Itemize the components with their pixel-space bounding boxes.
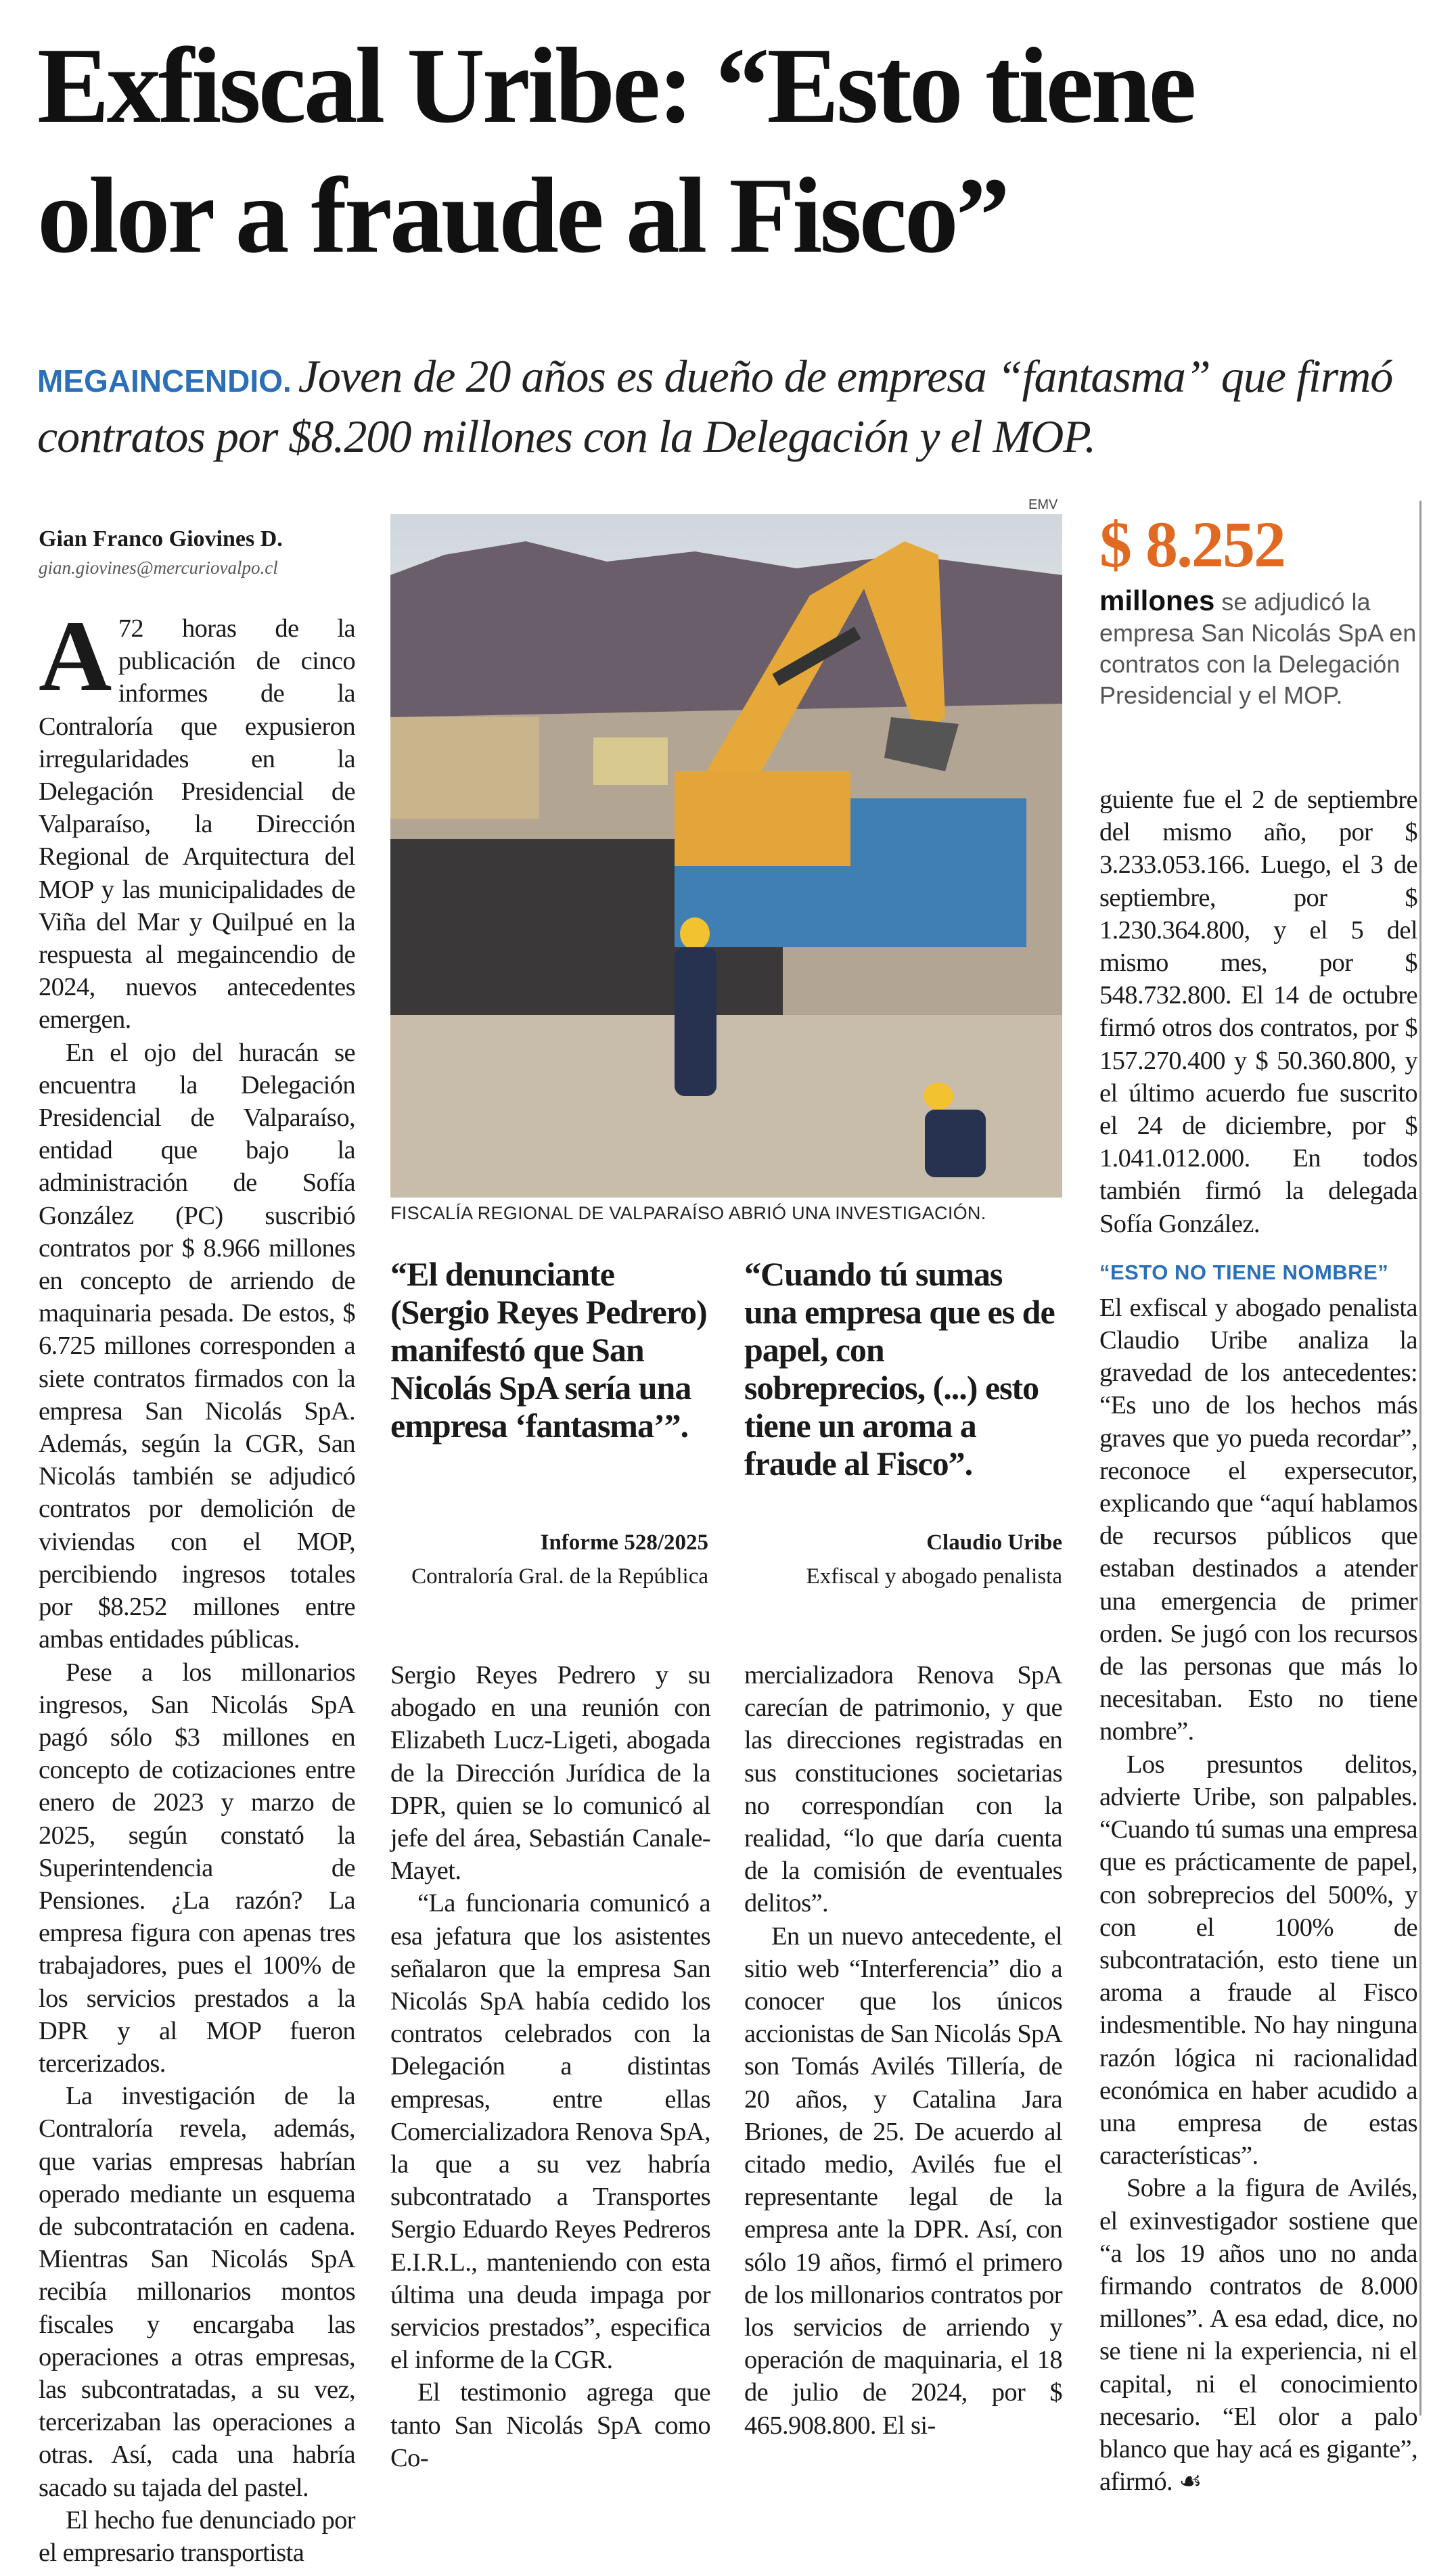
author-name: Gian Franco Giovines D. <box>39 526 283 551</box>
paragraph-text: 72 horas de la publicación de cinco informes de la Contraloría que expusieron irregularidades en la Delegación Presidencial de Valparaíso, la Dirección Regional de Arquitectura del MOP y las municipalidades de Viña del Mar y Quilpué en la respuesta al megaincendio de 2024, nuevos antecedentes emergen. <box>39 614 355 1035</box>
quote-source: Claudio Uribe <box>926 1530 1062 1555</box>
paragraph: “La funcionaria comunicó a esa jefatura que los asistentes señalaron que la empresa San Nicolás SpA había cedido los contratos celebrados con la Delegación a distintas empresas, entre ellas Comercializadora Renova SpA, la que a su vez habría subcontratado a Transportes Sergio Eduardo Reyes Pedreros E.I.R.L., manteniendo con esta última una deuda impaga por servicios prestados”, especifica el informe de la CGR. <box>390 1889 710 2375</box>
stat-unit: millones <box>1099 585 1215 616</box>
paragraph: El hecho fue denunciado por el empresario transportista <box>39 2505 355 2567</box>
paragraph: En el ojo del huracán se encuentra la Delegación Presidencial de Valparaíso, entidad que bajo la administración de Sofía González (PC) suscribió contratos por $ 8.966 millones en concepto de arriendo de maquinaria pesada. De estos, $ 6.725 millones corresponden a siete contratos firmados con la empresa San Nicolás SpA. Además, según la CGR, San Nicolás también se adjudicó contratos por demolición de viviendas con el MOP, percibiendo ingresos totales por $8.252 millones entre ambas entidades públicas. <box>39 1038 355 1654</box>
photo-caption: FISCALÍA REGIONAL DE VALPARAÍSO ABRIÓ UNA INVESTIGACIÓN. <box>390 1203 986 1223</box>
paragraph <box>39 600 355 1037</box>
kicker: MEGAINCENDIO. <box>37 363 292 399</box>
paragraph: En un nuevo antecedente, el sitio web “Interferencia” dio a conocer que los únicos accionistas de San Nicolás SpA son Tomás Avilés Tillería, de 20 años, y Catalina Jara Briones, de 25. De acuerdo al citado medio, Avilés fue el representante legal de la empresa ante la DPR. Así, con sólo 19 años, firmó el primero de los millonarios contratos por los servicios de arriendo y operación de maquinaria, el 18 de julio de 2024, por $ 465.908.800. El si- <box>744 1922 1062 2440</box>
article-column-1 <box>39 600 355 2569</box>
paragraph: El exfiscal y abogado penalista Claudio Uribe analiza la gravedad de los antecedentes: “Es uno de los hechos más graves que yo pueda recordar”, reconoce el expersecutor, explicando que “aquí hablamos de recursos públicos que estaban destinados a atender una emergencia de primer orden. Se jugó con los recursos de las personas que más lo necesitaban. Esto no tiene nombre”. <box>1099 1293 1417 1746</box>
stat-highlight <box>1099 508 1417 711</box>
stat-value: $ 8.252 <box>1099 508 1285 581</box>
byline <box>39 524 357 581</box>
paragraph: Los presuntos delitos, advierte Uribe, son palpables. “Cuando tú sumas una empresa que es prácticamente de papel, con sobreprecios del 500%, y con el 100% de subcontratación, esto tiene un aroma a fraude al Fisco indesmentible. No hay ninguna razón lógica ni racionalidad económica en haber acudido a una empresa de estas características”. <box>1099 1750 1417 2170</box>
paragraph: El testimonio agrega que tanto San Nicolás SpA como Co- <box>390 2378 710 2472</box>
quote-source: Informe 528/2025 <box>540 1530 708 1555</box>
paragraph: mercializadora Renova SpA carecían de patrimonio, y que las direcciones registradas en sus constituciones societarias no correspondían con la realidad, “lo que daría cuenta de la comisión de eventuales delitos”. <box>744 1661 1062 1918</box>
drop-cap: A <box>39 600 112 712</box>
section-heading: “ESTO NO TIENE NOMBRE” <box>1099 1260 1389 1284</box>
paragraph-text: Sobre a la figura de Avilés, el exinvestigador sostiene que “a los 19 años uno no anda firmando contratos de 8.000 millones”. A esa edad, dice, no se tiene ni la experiencia, ni el capital, ni el conocimiento necesario. “El olor a palo blanco que hay acá es gigante”, afirmó. <box>1099 2174 1417 2497</box>
excavator-scene-illustration <box>390 514 1062 1198</box>
quote-attribution-1 <box>390 1526 708 1593</box>
paragraph: La investigación de la Contraloría revela, además, que varias empresas habrían operado mediante un esquema de subcontratación en cadena. Mientras San Nicolás SpA recibía millonarios montos fiscales y encargaba las operaciones a otras empresas, las subcontratadas, a su vez, tercerizaban las operaciones a otras. Así, cada una habría sacado su tajada del pastel. <box>39 2082 355 2502</box>
pull-quote-2: “Cuando tú sumas una empresa que es de papel, con sobreprecios, (...) esto tiene un aroma a fraude al Fisco”. <box>744 1255 1055 1482</box>
stat-text: se adjudicó la empresa San Nicolás SpA en contratos con la Delegación Presidencial y el MOP. <box>1099 588 1417 709</box>
paragraph: Sergio Reyes Pedrero y su abogado en una reunión con Elizabeth Lucz-Ligeti, abogada de la Dirección Jurídica de la DPR, quien se lo comunicó al jefe del área, Sebastián Canale-Mayet. <box>390 1661 710 1886</box>
pull-quote-1: “El denunciante (Sergio Reyes Pedrero) manifestó que San Nicolás SpA sería una empresa ‘fantasma’”. <box>390 1255 707 1445</box>
headline <box>37 20 1444 280</box>
subhead-text: Joven de 20 años es dueño de empresa “fantasma” que firmó contratos por $8.200 millones con la Delegación y el MOP. <box>37 350 1393 462</box>
headline-line-1: Exfiscal Uribe: “Esto tiene <box>37 25 1194 145</box>
quote-role: Contraloría Gral. de la República <box>411 1564 708 1589</box>
paragraph: Pese a los millonarios ingresos, San Nicolás SpA pagó sólo $3 millones en concepto de cotizaciones entre enero de 2023 y marzo de 2025, según constató la Superintendencia de Pensiones. ¿La razón? La empresa figura con apenas tres trabajadores, pues el 100% de los servicios prestados a la DPR y al MOP fueron tercerizados. <box>39 1658 355 2078</box>
photo-credit: EMV <box>1028 497 1058 512</box>
stat-description <box>1099 585 1417 711</box>
author-email[interactable]: gian.giovines@mercuriovalpo.cl <box>39 558 278 578</box>
end-mark-icon: ☙ <box>1179 2468 1202 2497</box>
headline-line-2: olor a fraude al Fisco” <box>37 155 1007 275</box>
article-column-3 <box>744 1659 1062 2442</box>
subheadline <box>37 348 1431 464</box>
news-photo <box>390 514 1062 1198</box>
column-divider <box>1419 501 1421 2415</box>
quote-attribution-2 <box>744 1526 1062 1593</box>
paragraph <box>1099 2172 1417 2498</box>
quote-role: Exfiscal y abogado penalista <box>806 1564 1062 1589</box>
article-column-4 <box>1099 783 1417 2498</box>
paragraph: guiente fue el 2 de septiembre del mismo año, por $ 3.233.053.166. Luego, el 3 de septiembre, por $ 1.230.364.800, y el 5 del mismo mes, por $ 548.732.800. El 14 de octubre firmó otros dos contratos, por $ 157.270.400 y $ 50.360.800, y el último acuerdo fue suscrito el 24 de diciembre, por $ 1.041.012.000. En todos también firmó la delegada Sofía González. <box>1099 786 1417 1238</box>
article-column-2 <box>390 1659 710 2474</box>
